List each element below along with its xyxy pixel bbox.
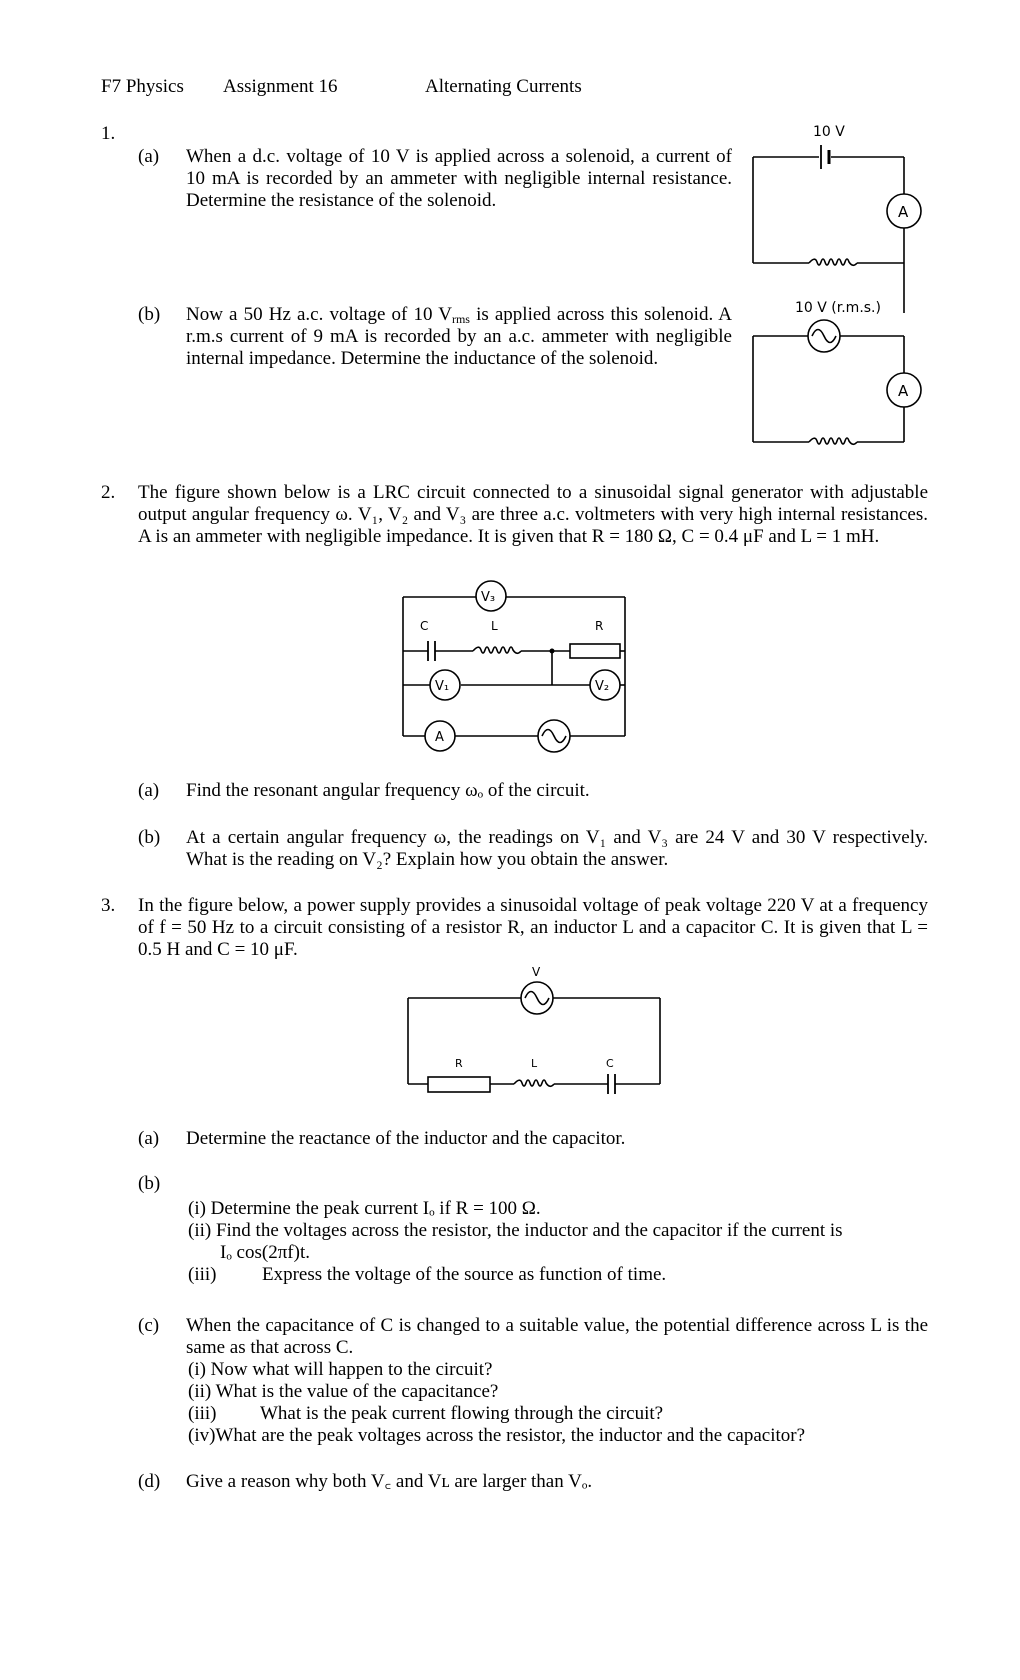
voltmeter-v3-icon bbox=[476, 581, 506, 611]
q3b-subparts bbox=[188, 1198, 928, 1286]
q2-intro: The figure shown below is a LRC circuit connected to a sinusoidal signal generator with adjustable output angular frequency ω. V₁, V₂ and V₃ are three a.c. voltmeters with very high internal resistances. A is an ammeter with negligible impedance. It is given that R = 180 Ω, C = 0.4 μF and L = 1 mH. bbox=[138, 482, 928, 547]
q3b-label: (b) bbox=[138, 1173, 161, 1194]
svg-text:V₁: V₁ bbox=[435, 679, 450, 694]
q1a-label: (a) bbox=[138, 146, 160, 167]
capacitor-icon bbox=[428, 641, 435, 661]
q3c-iii-text: What is the peak current flowing through the circuit? bbox=[260, 1403, 664, 1424]
topic-label: Alternating Currents bbox=[425, 76, 582, 97]
q2b-label: (b) bbox=[138, 827, 161, 848]
q3c-iii-label: (iii) bbox=[188, 1403, 217, 1424]
q2b-text: At a certain angular frequency ω, the readings on V₁ and V₃ are 24 V and 30 V respectively. What is the reading on V₂? Explain how you obtain the answer. bbox=[186, 827, 928, 870]
ac-power-supply-icon bbox=[521, 982, 553, 1014]
q3c-ii: (ii) What is the value of the capacitance? bbox=[188, 1381, 499, 1402]
q1b-circuit-diagram bbox=[745, 296, 935, 456]
svg-text:A: A bbox=[898, 382, 909, 400]
q3c-text: When the capacitance of C is changed to a suitable value, the potential difference across L is the same as that across C. bbox=[186, 1315, 928, 1358]
q1a-circuit-diagram bbox=[745, 118, 935, 278]
svg-text:R: R bbox=[595, 619, 604, 633]
q3b-ii-line1: (ii) Find the voltages across the resistor, the inductor and the capacitor if the current is bbox=[188, 1220, 843, 1241]
inductor-coil-icon bbox=[473, 647, 521, 653]
ammeter-icon bbox=[887, 373, 921, 407]
q1b-label: (b) bbox=[138, 304, 161, 325]
svg-text:V₂: V₂ bbox=[595, 679, 610, 694]
voltmeter-v1-icon bbox=[430, 670, 460, 700]
svg-text:A: A bbox=[898, 203, 909, 221]
svg-text:L: L bbox=[491, 619, 498, 633]
q2-number: 2. bbox=[101, 482, 116, 503]
svg-text:C: C bbox=[420, 619, 429, 633]
q2-lrc-circuit-diagram bbox=[395, 578, 635, 758]
q3d-text: Give a reason why both V꜀ and Vʟ are larger than Vₒ. bbox=[186, 1471, 593, 1492]
q3b-i: (i) Determine the peak current Iₒ if R = 100 Ω. bbox=[188, 1198, 541, 1219]
resistor-icon bbox=[570, 644, 620, 658]
ac-source-icon bbox=[808, 320, 840, 352]
inductor-coil-icon bbox=[514, 1080, 554, 1086]
ammeter-icon bbox=[425, 721, 455, 751]
q3-rlc-circuit-diagram bbox=[400, 960, 670, 1090]
svg-text:V₃: V₃ bbox=[481, 590, 496, 605]
q1a-voltage-label: 10 V bbox=[813, 124, 845, 140]
assignment-label: Assignment 16 bbox=[223, 76, 338, 97]
q3b-iii-label: (iii) bbox=[188, 1264, 217, 1285]
q3c-body bbox=[186, 1315, 928, 1447]
svg-text:A: A bbox=[435, 730, 444, 745]
svg-text:R: R bbox=[455, 1057, 463, 1070]
ammeter-icon bbox=[887, 194, 921, 228]
battery-icon bbox=[821, 145, 829, 169]
q3c-label: (c) bbox=[138, 1315, 160, 1336]
q1b-text: Now a 50 Hz a.c. voltage of 10 $V_{rms}$ is applied across this solenoid. A r.m.s current of 9 mA is recorded by an a.c. ammeter with negligible internal impedance. Determine the inductance of the solenoid. bbox=[186, 304, 733, 369]
q3a-text: Determine the reactance of the inductor and the capacitor. bbox=[186, 1128, 626, 1149]
voltmeter-v2-icon bbox=[590, 670, 620, 700]
inductor-coil-icon bbox=[809, 259, 857, 265]
q3c-iv: (iv)What are the peak voltages across the resistor, the inductor and the capacitor? bbox=[188, 1425, 806, 1446]
q2a-label: (a) bbox=[138, 780, 160, 801]
svg-text:L: L bbox=[531, 1057, 538, 1070]
q1-number: 1. bbox=[101, 123, 116, 144]
inductor-coil-icon bbox=[809, 438, 857, 444]
q3d-label: (d) bbox=[138, 1471, 161, 1492]
q1a-text: When a d.c. voltage of 10 V is applied across a solenoid, a current of 10 mA is recorded by an ammeter with negligible internal resistance. Determine the resistance of the solenoid. bbox=[186, 146, 732, 211]
course-label: F7 Physics bbox=[101, 76, 184, 97]
svg-text:C: C bbox=[606, 1057, 614, 1070]
capacitor-icon bbox=[608, 1074, 615, 1094]
q3b-ii-line2: Iₒ cos(2πf)t. bbox=[220, 1242, 310, 1263]
svg-text:V: V bbox=[532, 965, 541, 979]
q1b-voltage-label: 10 V (r.m.s.) bbox=[795, 300, 881, 316]
signal-generator-icon bbox=[538, 720, 570, 752]
q3a-label: (a) bbox=[138, 1128, 160, 1149]
q3c-i: (i) Now what will happen to the circuit? bbox=[188, 1359, 493, 1380]
q2a-text: Find the resonant angular frequency ωₒ of the circuit. bbox=[186, 780, 590, 801]
q3b-iii-text: Express the voltage of the source as function of time. bbox=[262, 1264, 667, 1285]
resistor-icon bbox=[428, 1077, 490, 1092]
q3-number: 3. bbox=[101, 895, 116, 916]
q3-intro: In the figure below, a power supply provides a sinusoidal voltage of peak voltage 220 V at a frequency of f = 50 Hz to a circuit consisting of a resistor R, an inductor L and a capacitor C. It is given that L = 0.5 H and C = 10 μF. bbox=[138, 895, 928, 960]
